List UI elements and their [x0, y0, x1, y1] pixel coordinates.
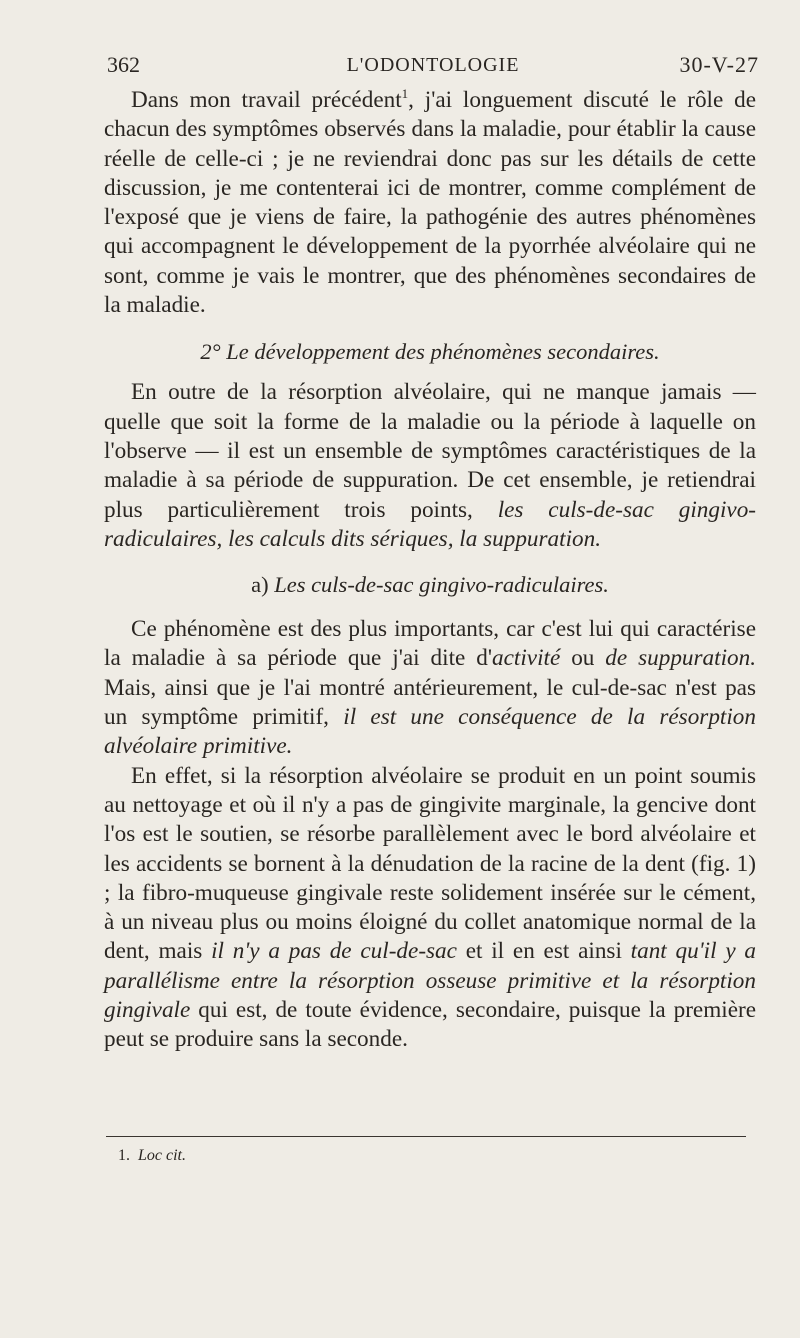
footnote-text: Loc cit. — [138, 1147, 186, 1164]
text-run: En outre de la résorption alvéolaire, qui ne manque jamais — quelle que soit la forme de la maladie ou la période à laquelle on l'observe — il est un ensemble de symptômes caractéristiques de la maladie à sa période de suppuration. De cet ensemble, je retiendrai plus particulièrement trois points, — [104, 379, 756, 523]
running-head — [107, 48, 759, 82]
text-run: Dans mon travail précédent — [131, 87, 402, 113]
text-run-italic: il est une conséquence de la résorption alvéolaire primitive. — [104, 704, 756, 760]
text-run: ou — [560, 645, 606, 672]
footnote-reference: 1 — [401, 86, 409, 101]
footnote — [118, 1146, 186, 1166]
journal-title: L'ODONTOLOGIE — [346, 54, 520, 76]
subsection-title: Les culs-de-sac gingivo-radiculaires. — [274, 572, 609, 598]
text-run: qui est, de toute évidence, secondaire, puisque la première peut se produire sans la seconde. — [104, 997, 756, 1053]
footnote-divider — [106, 1136, 746, 1137]
text-run: Ce phénomène est des plus importants, car c'est lui qui caractérise la maladie à sa période que j'ai dite d' — [104, 616, 756, 672]
page-number: 362 — [107, 52, 140, 77]
body-text — [104, 86, 756, 1055]
text-run: En effet, si la résorption alvéolaire se produit en un point soumis au nettoyage et où il n'y a pas de gingivite marginale, la gencive dont l'os est le soutien, se résorbe parallèlement avec le bord alvéolaire et les accidents se bornent à la dénudation de la racine de la dent (fig. 1) ; la fibro-muqueuse gingivale reste solidement insérée sur le cément, à un niveau plus ou moins éloigné du collet anatomique normal de la dent, mais — [104, 762, 756, 965]
issue-date: 30-V-27 — [679, 52, 759, 77]
text-run-italic: il n'y a pas de cul-de-sac — [211, 938, 457, 965]
paragraph-intro — [104, 86, 756, 320]
section-number: 2° — [200, 339, 221, 365]
subsection-letter: a) — [251, 572, 269, 598]
section-title: Le développement des phénomènes secondaires. — [226, 339, 660, 365]
footnote-number: 1. — [118, 1147, 130, 1164]
text-run-italic: de suppuration. — [605, 645, 756, 672]
paragraph-en-effet — [104, 762, 756, 1055]
section-heading — [104, 337, 756, 366]
subsection-heading — [104, 570, 756, 599]
text-run-italic: tant qu'il y a parallélisme entre la résorption osseuse primitive et la résorption gingivale — [104, 938, 756, 1024]
text-run: et il en est ainsi — [456, 938, 631, 965]
paragraph-symptoms — [104, 378, 756, 554]
paragraph-culs-de-sac — [104, 615, 756, 761]
text-run-italic: activité — [492, 645, 561, 672]
text-run-italic: les culs-de-sac gingivo-radiculaires, les calculs dits sériques, la suppuration. — [104, 496, 757, 552]
text-run: Mais, ainsi que je l'ai montré antérieurement, le cul-de-sac n'est pas un symptôme primitif, — [104, 674, 756, 731]
text-run: , j'ai longuement discuté le rôle de chacun des symptômes observés dans la maladie, pour établir la cause réelle de celle-ci ; je ne reviendrai donc pas sur les détails de cette discussion, je me contenterai ici de montrer, comme complément de l'exposé que je viens de faire, la pathogénie des autres phénomènes qui accompagnent le développement de la pyorrhée alvéolaire qui ne sont, comme je vais le montrer, que des phénomènes secondaires de la maladie. — [104, 87, 756, 319]
